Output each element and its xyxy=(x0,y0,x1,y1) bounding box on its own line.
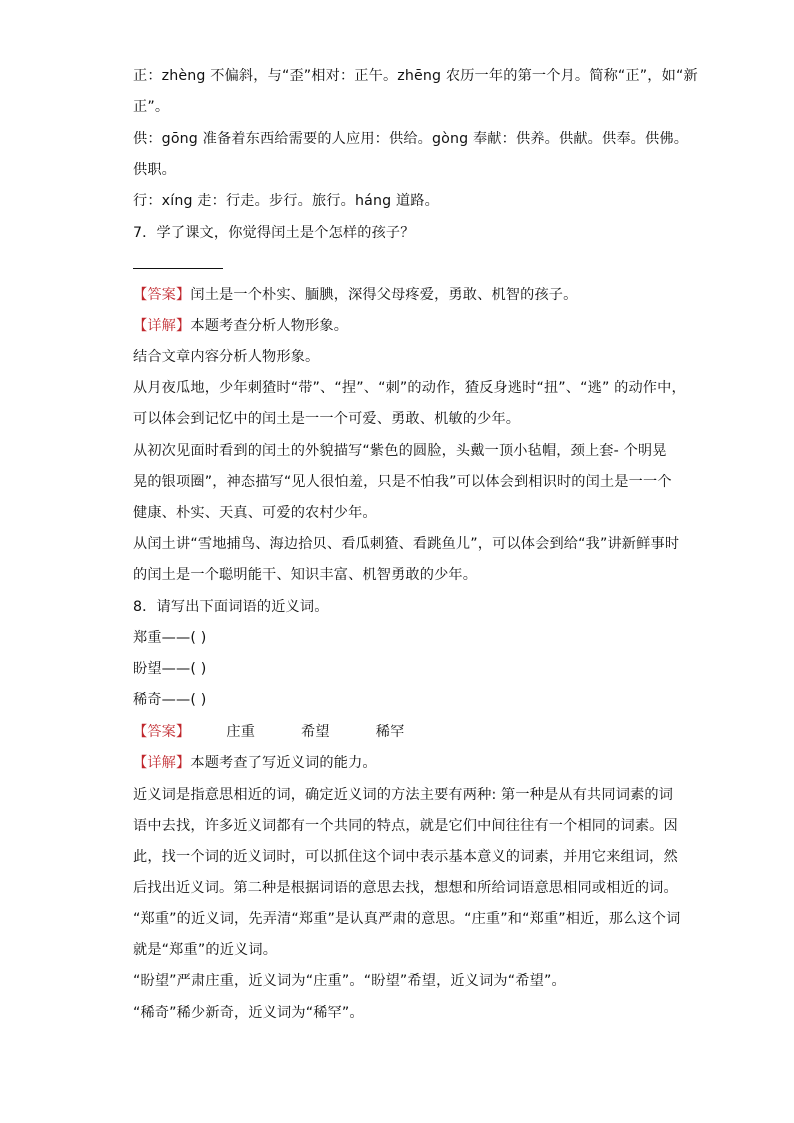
answer-word: 庄重 xyxy=(226,724,256,740)
answer-word: 希望 xyxy=(301,724,330,740)
text-line: 从月夜瓜地，少年刺猹时“带”、“捏”、“刺”的动作，猹反身逃时“扭”、“逃” 的动作中， xyxy=(133,380,686,396)
question-7: 7．学了课文，你觉得闰土是个怎样的孩子？ xyxy=(133,225,415,241)
detail-tag: 【详解】 xyxy=(133,755,191,771)
text-line: 从闰土讲“雪地捕鸟、海边拾贝、看瓜刺猹、看跳鱼儿”，可以体会到给“我”讲新鲜事时 xyxy=(133,536,680,552)
text-line: “稀奇”稀少新奇，近义词为“稀罕”。 xyxy=(133,1005,364,1021)
word-item: 稀奇——( ) xyxy=(133,692,207,708)
answer-tag: 【答案】 xyxy=(133,287,191,303)
answer-text: 闰土是一个朴实、腼腆，深得父母疼爱，勇敢、机智的孩子。 xyxy=(190,287,578,303)
answer-8 xyxy=(133,722,404,742)
word-item: 郑重——( ) xyxy=(133,630,207,646)
text-line: 正：zhèng 不偏斜，与“歪”相对：正午。zhēng 农历一年的第一个月。简称“正”，如“新 xyxy=(133,68,698,84)
text-line: 供：gōng 准备着东西给需要的人应用：供给。gòng 奉献：供养。供献。供奉。供佛。 xyxy=(133,131,689,147)
text-line: 健康、朴实、天真、可爱的农村少年。 xyxy=(133,505,377,521)
text-line: 此，找一个词的近义词时，可以抓住这个词中表示基本意义的词素，并用它来组词，然 xyxy=(133,849,678,865)
detail-tag: 【详解】 xyxy=(133,318,191,334)
text-line: 的闰土是一个聪明能干、知识丰富、机智勇敢的少年。 xyxy=(133,567,478,583)
text-line: 近义词是指意思相近的词，确定近义词的方法主要有两种: 第一种是从有共同词素的词 xyxy=(133,787,674,803)
text-line: 晃的银项圈”，神态描写“见人很怕羞，只是不怕我”可以体会到相识时的闰土是一一个 xyxy=(133,474,672,490)
text-line: “郑重”的近义词，先弄清“郑重”是认真严肃的意思。“庄重”和“郑重”相近，那么这个词 xyxy=(133,911,681,927)
text-line: 正”。 xyxy=(133,99,170,115)
text-line: 从初次见面时看到的闰土的外貌描写“紫色的圆脸，头戴一顶小毡帽，颈上套- 个明晃 xyxy=(133,443,667,459)
detail-text: 本题考查了写近义词的能力。 xyxy=(190,755,377,771)
question-8: 8．请写出下面词语的近义词。 xyxy=(133,599,329,615)
answer-tag: 【答案】 xyxy=(133,724,191,740)
text-line: 结合文章内容分析人物形象。 xyxy=(133,349,320,365)
answer-blank xyxy=(133,268,223,269)
word-item: 盼望——( ) xyxy=(133,661,207,677)
text-line: 语中去找，许多近义词都有一个共同的特点，就是它们中间往往有一个相同的词素。因 xyxy=(133,818,678,834)
text-line: 可以体会到记忆中的闰土是一一个可爱、勇敢、机敏的少年。 xyxy=(133,411,521,427)
answer-word: 稀罕 xyxy=(375,724,405,740)
detail-text: 本题考查分析人物形象。 xyxy=(190,318,349,334)
text-line: 行：xíng 走：行走。步行。旅行。háng 道路。 xyxy=(133,193,439,209)
answer-7 xyxy=(133,285,577,305)
text-line: “盼望”严肃庄重，近义词为“庄重”。“盼望”希望，近义词为“希望”。 xyxy=(133,973,566,989)
detail-8 xyxy=(133,753,377,773)
text-line: 就是“郑重”的近义词。 xyxy=(133,942,278,958)
detail-7 xyxy=(133,316,348,336)
text-line: 后找出近义词。第二种是根据词语的意思去找，想想和所给词语意思相同或相近的词。 xyxy=(133,880,678,896)
text-line: 供职。 xyxy=(133,162,177,178)
